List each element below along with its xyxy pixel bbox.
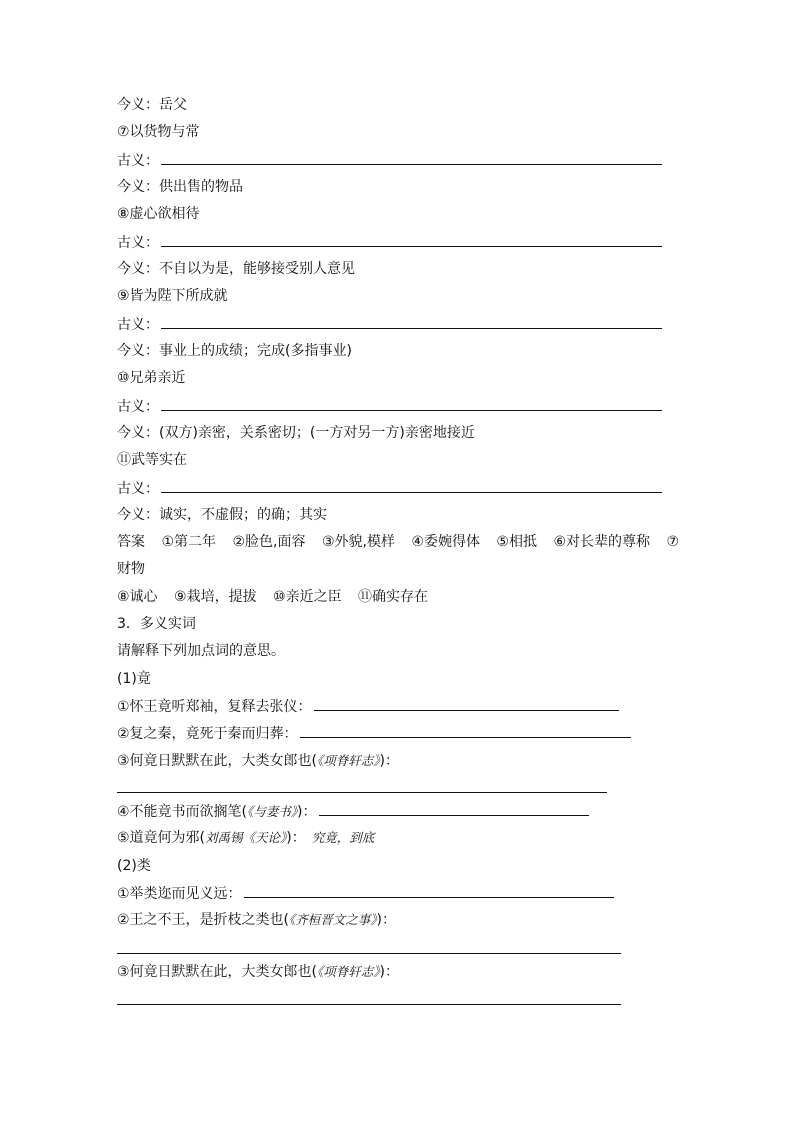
question-line: ②复之秦，竟死于秦而归葬： <box>117 724 631 743</box>
ancient-meaning-blank-7: 古义： <box>117 151 662 170</box>
answer-item: ⑨栽培，提拔 <box>174 589 257 605</box>
source-citation: 《与妻书》 <box>247 804 298 819</box>
group-label-lei: (2)类 <box>117 858 151 874</box>
answer-item: ①第二年 <box>161 534 217 550</box>
item-10-line: ⑩兄弟亲近 <box>117 370 186 386</box>
answer-blank[interactable] <box>244 884 614 898</box>
answer-blank[interactable] <box>161 315 662 329</box>
answer-label: 答案 <box>117 534 145 550</box>
question-line: ⑤道竟何为邪(刘禹锡《天论》)： 究竟，到底 <box>117 830 375 846</box>
answer-blank[interactable] <box>161 397 662 411</box>
modern-meaning-line: 今义：不自以为是，能够接受别人意见 <box>117 261 355 277</box>
given-answer: 究竟，到底 <box>311 830 375 845</box>
answer-blank[interactable] <box>300 724 631 738</box>
ancient-meaning-blank-10: 古义： <box>117 397 662 416</box>
item-11-line: ⑪武等实在 <box>117 452 187 468</box>
answer-continuation: 财物 <box>117 561 145 577</box>
source-citation: 《项脊轩志》 <box>317 964 380 979</box>
modern-meaning-line: 今义：事业上的成绩；完成(多指事业) <box>117 343 352 359</box>
section-heading: 3．多义实词 <box>117 616 196 632</box>
answer-item: ④委婉得体 <box>411 534 480 550</box>
source-citation: 刘禹锡《天论》 <box>205 830 287 845</box>
answer-item: ②脸色,面容 <box>232 534 306 550</box>
answer-item: ⑩亲近之臣 <box>273 589 342 605</box>
modern-meaning-line: 今义：(双方)亲密，关系密切；(一方对另一方)亲密地接近 <box>117 425 475 441</box>
answer-item: ⑤相抵 <box>496 534 537 550</box>
answer-blank[interactable] <box>161 479 662 493</box>
answer-key-line-2 <box>117 588 428 606</box>
answer-item: ⑥对长辈的尊称 <box>553 534 650 550</box>
ancient-meaning-blank-11: 古义： <box>117 479 662 498</box>
ancient-meaning-blank-8: 古义： <box>117 233 662 252</box>
answer-item: ⑧诚心 <box>117 589 158 605</box>
ancient-meaning-blank-9: 古义： <box>117 315 662 334</box>
question-line: ①怀王竟听郑袖，复释去张仪： <box>117 697 619 716</box>
item-8-line: ⑧虚心欲相待 <box>117 206 200 222</box>
question-line: ③何竟日默默在此，大类女郎也(《项脊轩志》)： <box>117 964 399 980</box>
answer-blank-full[interactable] <box>117 792 607 793</box>
section-instruction: 请解释下列加点词的意思。 <box>117 643 285 659</box>
source-citation: 《齐桓晋文之事》 <box>289 912 377 927</box>
source-citation: 《项脊轩志》 <box>317 753 380 768</box>
answer-item: ③外貌,模样 <box>321 534 395 550</box>
answer-blank-full[interactable] <box>117 1004 621 1005</box>
answer-key-line <box>117 533 679 551</box>
answer-item: ⑪确实存在 <box>358 589 429 605</box>
answer-blank[interactable] <box>161 233 662 247</box>
answer-blank-full[interactable] <box>117 953 621 954</box>
modern-meaning-line: 今义：供出售的物品 <box>117 179 243 195</box>
question-line: ②王之不王，是折枝之类也(《齐桓晋文之事》)： <box>117 912 396 928</box>
question-line: ④不能竟书而欲搁笔(《与妻书》)： <box>117 802 589 821</box>
question-line: ③何竟日默默在此，大类女郎也(《项脊轩志》)： <box>117 753 399 769</box>
answer-item: ⑦ <box>666 534 680 550</box>
answer-blank[interactable] <box>161 151 662 165</box>
answer-blank[interactable] <box>319 802 589 816</box>
modern-meaning-line: 今义：诚实，不虚假；的确；其实 <box>117 507 327 523</box>
item-7-line: ⑦以货物与常 <box>117 124 200 140</box>
answer-blank[interactable] <box>314 697 619 711</box>
modern-meaning-line: 今义：岳父 <box>117 97 187 113</box>
item-9-line: ⑨皆为陛下所成就 <box>117 288 228 304</box>
question-line: ①举类迩而见义远： <box>117 884 614 903</box>
group-label-jing: (1)竟 <box>117 671 151 687</box>
